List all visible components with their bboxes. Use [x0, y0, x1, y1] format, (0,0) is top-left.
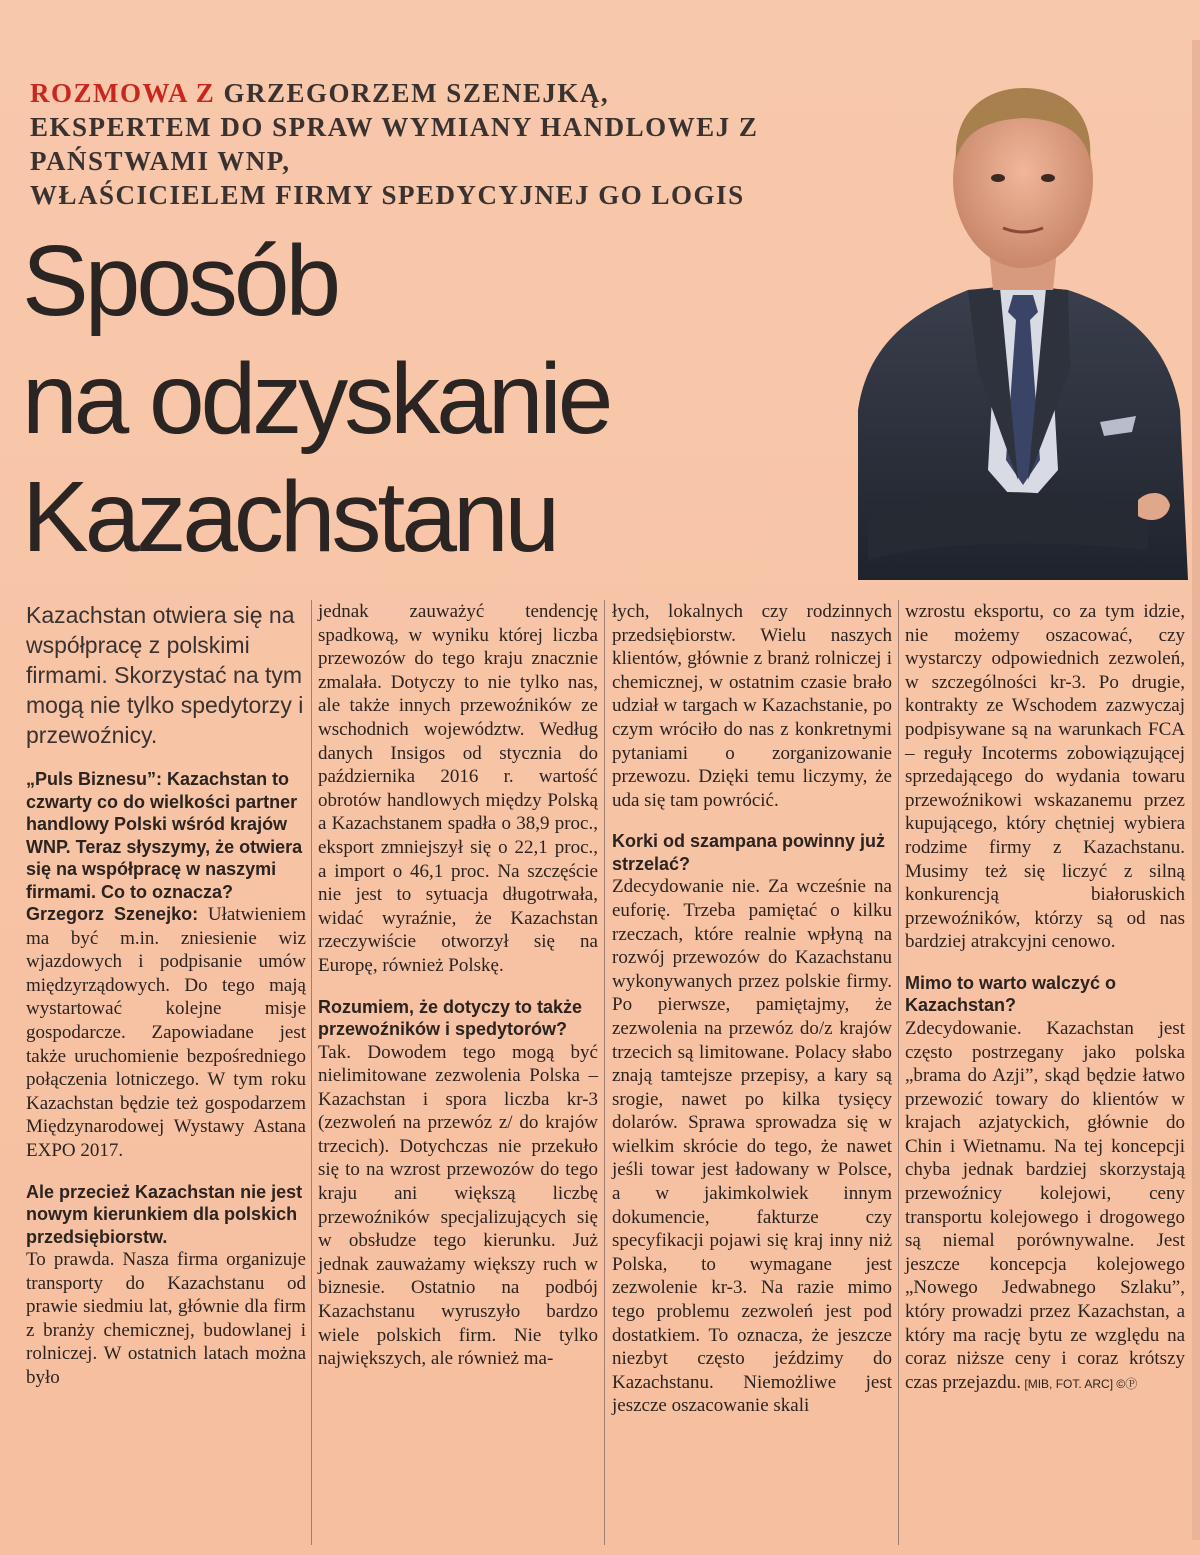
answer-text: Ułatwieniem ma być m.in. zniesienie wiz wjazdowych i podpisanie umów międzyrządowych. Do tego mają wystartować kolejne misje gospodarcze. Zapowiadane jest także uruchomienie bezpośredniego połączenia lotniczego. W tym roku Kazachstan będzie też gospodarzem Międzynarodowej Wystawy Astana EXPO 2017.: [26, 904, 306, 1161]
headline-line3: Kazachstanu: [22, 461, 557, 573]
speaker-name: Grzegorz Szenejko:: [26, 904, 199, 924]
article-column-3: [612, 600, 892, 1418]
column-divider: [898, 600, 899, 1545]
article-headline: [22, 222, 782, 576]
article-lead: Kazachstan otwiera się na współpracę z polskimi firmami. Skorzystać na tym mogą nie tylko spedytorzy i przewoźnicy.: [26, 602, 304, 748]
answer: wzrostu eksportu, co za tym idzie, nie możemy oszacować, czy wystarczy odpowiednich zezwoleń, w szczególności kr-3. Po drugie, kontrakty ze Wschodem zazwyczaj podpisywane są na warunkach FCA – reguły Incoterms zobowiązującej sprzedającego do wydania towaru przewoźnikowi wskazanemu przez kupującego, który chętniej wybiera rodzime firmy z Kazachstanu. Musimy też się liczyć z silną konkurencją białoruskich przewoźników, którzy są od nas bardziej atrakcyjni cenowo.: [905, 601, 1185, 953]
portrait-photo: [848, 50, 1188, 580]
answer: Tak. Dowodem tego mogą być nielimitowane zezwolenia Polska – Kazachstan i spora liczba kr-3 (zezwoleń na przewóz z/ do krajów trzecich). Dotychczas nie przekuło się to na wzrost przewozów do tego kraju ani większą liczbę przewoźników specjalizujących się w obsłudze tego kierunku. Już jednak zauważamy większy ruch w biznesie. Ostatnio na podbój Kazachstanu wyruszyło bardzo wiele polskich firm. Nie tylko największych, ale również ma-: [318, 1041, 598, 1370]
question: Korki od szampana powinny już strzelać?: [612, 831, 886, 874]
column-divider: [311, 600, 312, 1545]
photo-credit: [MIB, FOT. ARC] ©Ⓟ: [1021, 1376, 1138, 1391]
kicker-label: ROZMOWA Z: [30, 78, 216, 108]
interview-kicker: [30, 76, 890, 212]
question: Rozumiem, że dotyczy to także przewoźników i spedytorów?: [318, 996, 583, 1039]
headline-line1: Sposób: [22, 225, 338, 337]
answer: jednak zauważyć tendencję spadkową, w wyniku której liczba przewozów do tego kraju znacznie zmalała. Dotyczy to nie tylko nas, ale także innych przewoźników ze wschodnich województw. Według danych Insigos od stycznia do października 2016 r. wartość obrotów handlowych między Polską a Kazachstanem spadła o 38,9 proc., eksport zmniejszył się o 22,1 proc., a import o 46,1 proc. Na szczęście nie jest to sytuacja długotrwała, widać wyraźnie, że Kazachstan rzeczywiście otworzył się na Europę, również Polskę.: [318, 601, 598, 976]
answer: [905, 1017, 1185, 1397]
kicker-line1: GRZEGORZEM SZENEJKĄ,: [215, 78, 610, 108]
kicker-line2: EKSPERTEM DO SPRAW WYMIANY HANDLOWEJ Z PAŃSTWAMI WNP,: [30, 112, 759, 176]
headline-line2: na odzyskanie: [22, 343, 610, 455]
answer: Zdecydowanie nie. Za wcześnie na euforię. Trzeba pamiętać o kilku rzeczach, które realnie wpłyną na rozwój przewozów do Kazachstanu wykonywanych przez polskie firmy. Po pierwsze, pamiętajmy, że zezwolenia na przewóz do/z krajów trzecich są limitowane. Polacy słabo znają tamtejsze przepisy, a kary są srogie, nawet po kilka tysięcy dolarów. Sprawa sprowadza się w wielkim skrócie do tego, że nawet jeśli towar jest ładowany w Polsce, a w jakimkolwiek innym dokumencie, fakturze czy specyfikacji pojawi się kraj inny niż Polska, to wymagane jest zezwolenie kr-3. Na razie mimo tego problemu zezwoleń jest pod dostatkiem. To oznacza, że jeszcze niezbyt często jeździmy do Kazachstanu. Niemożliwe jest jeszcze oszacowanie skali: [612, 876, 892, 1417]
article-column-2: [318, 600, 598, 1371]
answer: To prawda. Nasza firma organizuje transporty do Kazachstanu od prawie siedmiu lat, głównie dla firm z branży chemicznej, budowlanej i rolniczej. W ostatnich latach można było: [26, 1249, 306, 1388]
answer: łych, lokalnych czy rodzinnych przedsiębiorstw. Wielu naszych klientów, głównie z branż rolniczej i chemicznej, w ostatnim czasie brało udział w targach w Kazachstanie, po czym wróciło do nas z konkretnymi pytaniami o zorganizowanie przewozu. Dzięki temu liczymy, że uda się tam powrócić.: [612, 601, 892, 811]
question: „Puls Biznesu”: Kazachstan to czwarty co do wielkości partner handlowy Polski wśród krajów WNP. Teraz słyszymy, że otwiera się na współpracę w naszymi firmami. Co to oznacza?: [26, 769, 303, 902]
answer: [26, 903, 306, 1163]
page-edge: [1192, 40, 1200, 1540]
article-column-1: [26, 600, 306, 1390]
column-divider: [604, 600, 605, 1545]
answer-text: Zdecydowanie. Kazachstan jest często postrzegany jako polska „brama do Azji”, skąd będzie łatwo przewozić towary do klientów w krajach azjatyckich, głównie do Chin i Wietnamu. Na tej koncepcji chyba jednak bardziej skorzystają przewoźnicy kolejowi, ceny transportu kolejowego i drogowego są niemal porównywalne. Jest jeszcze koncepcja kolejowego „Nowego Jedwabnego Szlaku”, który prowadzi przez Kazachstan, a który ma rację bytu ze względu na coraz niższe ceny i coraz krótszy czas przejazdu.: [905, 1017, 1185, 1393]
question: Ale przecież Kazachstan nie jest nowym kierunkiem dla polskich przedsiębiorstw.: [26, 1181, 303, 1247]
kicker-line3: WŁAŚCICIELEM FIRMY SPEDYCYJNEJ GO LOGIS: [30, 180, 745, 210]
article-column-4: [905, 600, 1185, 1396]
question: Mimo to warto walczyć o Kazachstan?: [905, 972, 1117, 1016]
